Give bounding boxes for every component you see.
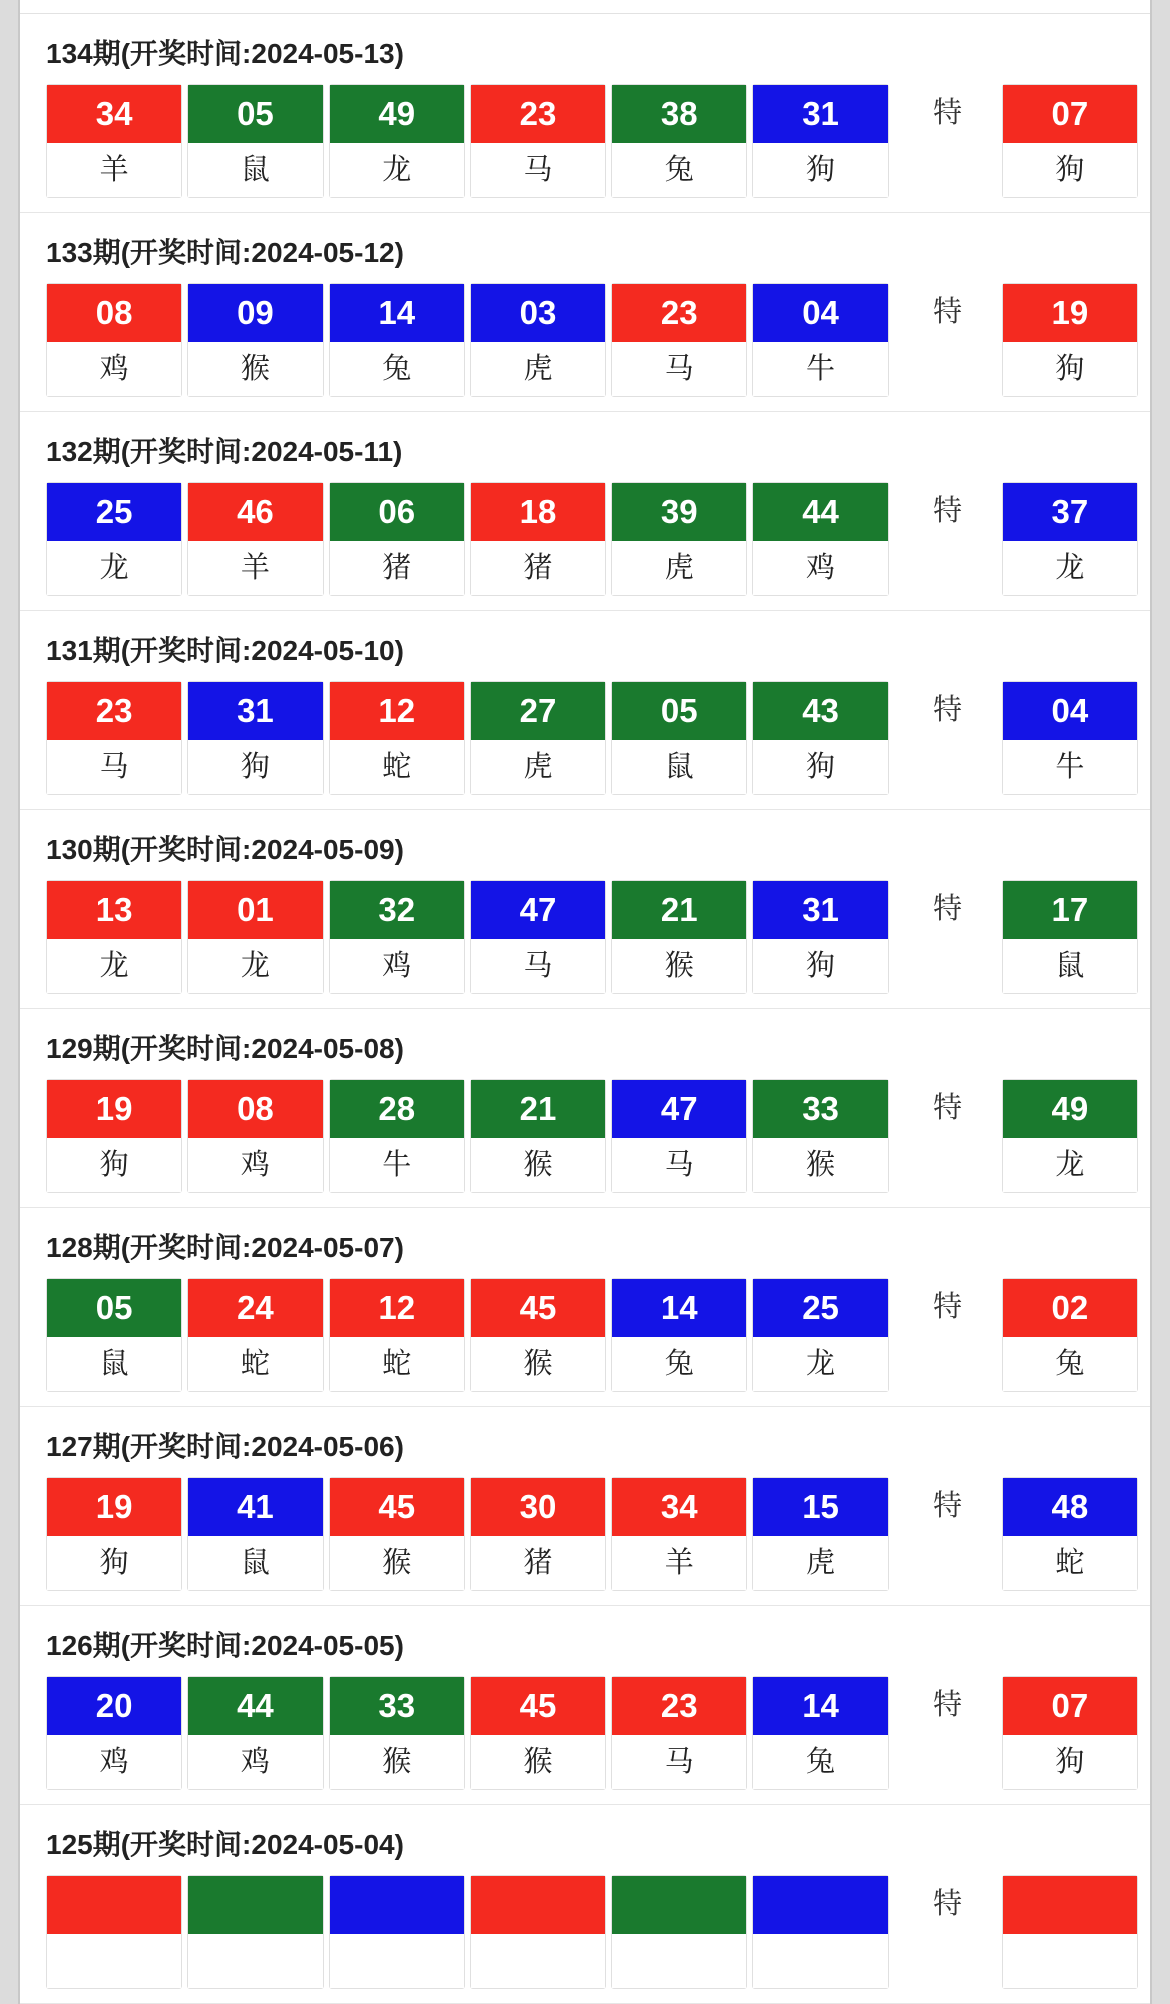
ball-number: 23	[612, 284, 746, 342]
lottery-ball	[46, 1079, 182, 1193]
draw-title: 128期(开奖时间:2024-05-07)	[46, 1232, 404, 1263]
ball-zodiac	[330, 1934, 464, 1988]
ball-zodiac: 马	[471, 143, 605, 197]
top-spacer	[20, 0, 1150, 14]
ball-number: 32	[330, 881, 464, 939]
special-ball-number: 49	[1003, 1080, 1137, 1138]
lottery-ball	[470, 681, 606, 795]
ball-zodiac: 龙	[330, 143, 464, 197]
lottery-ball	[187, 681, 323, 795]
ball-number: 08	[47, 284, 181, 342]
lottery-ball	[46, 1278, 182, 1392]
ball-number: 31	[753, 881, 887, 939]
special-label: 特	[933, 1490, 963, 1522]
ball-zodiac: 虎	[612, 541, 746, 595]
special-ball	[1002, 681, 1138, 795]
ball-number: 12	[330, 682, 464, 740]
lottery-ball	[611, 482, 747, 596]
ball-number: 04	[753, 284, 887, 342]
ball-number: 14	[612, 1279, 746, 1337]
lottery-ball	[187, 1875, 323, 1989]
special-label: 特	[933, 97, 963, 129]
lottery-ball	[329, 681, 465, 795]
ball-zodiac: 猴	[471, 1138, 605, 1192]
ball-zodiac: 鸡	[753, 541, 887, 595]
ball-zodiac: 猴	[330, 1735, 464, 1789]
special-ball-zodiac: 龙	[1003, 1138, 1137, 1192]
ball-number: 39	[612, 483, 746, 541]
ball-number: 18	[471, 483, 605, 541]
lottery-ball	[46, 1477, 182, 1591]
lottery-ball	[329, 880, 465, 994]
lottery-ball	[470, 1278, 606, 1392]
ball-zodiac: 猪	[471, 1536, 605, 1590]
lottery-ball	[470, 1079, 606, 1193]
ball-number: 05	[612, 682, 746, 740]
ball-zodiac: 猴	[612, 939, 746, 993]
ball-number: 43	[753, 682, 887, 740]
lottery-ball	[46, 880, 182, 994]
special-ball-zodiac: 龙	[1003, 541, 1137, 595]
balls-row	[20, 1278, 1150, 1392]
ball-number: 28	[330, 1080, 464, 1138]
ball-zodiac	[753, 1934, 887, 1988]
special-ball	[1002, 1477, 1138, 1591]
special-ball	[1002, 283, 1138, 397]
ball-number	[612, 1876, 746, 1934]
balls-row	[20, 1676, 1150, 1790]
ball-number: 34	[612, 1478, 746, 1536]
special-label: 特	[933, 1888, 963, 1920]
draw-block	[20, 1805, 1150, 2004]
lottery-ball	[752, 1477, 888, 1591]
special-ball-number: 02	[1003, 1279, 1137, 1337]
ball-zodiac	[612, 1934, 746, 1988]
draw-title: 131期(开奖时间:2024-05-10)	[46, 635, 404, 666]
ball-number: 14	[330, 284, 464, 342]
ball-zodiac: 羊	[612, 1536, 746, 1590]
ball-zodiac: 蛇	[330, 740, 464, 794]
lottery-ball	[752, 1875, 888, 1989]
draw-block	[20, 213, 1150, 412]
balls-row	[20, 482, 1150, 596]
lottery-ball	[470, 482, 606, 596]
lottery-ball	[470, 880, 606, 994]
lottery-ball	[46, 1875, 182, 1989]
ball-zodiac: 虎	[753, 1536, 887, 1590]
special-label: 特	[933, 1291, 963, 1323]
special-label: 特	[933, 495, 963, 527]
special-ball	[1002, 1676, 1138, 1790]
draw-block	[20, 14, 1150, 213]
lottery-ball	[752, 880, 888, 994]
special-ball	[1002, 1079, 1138, 1193]
draw-block	[20, 412, 1150, 611]
ball-zodiac: 马	[471, 939, 605, 993]
special-ball-number: 19	[1003, 284, 1137, 342]
special-ball	[1002, 880, 1138, 994]
lottery-ball	[611, 84, 747, 198]
draw-title: 129期(开奖时间:2024-05-08)	[46, 1033, 404, 1064]
special-ball-number: 07	[1003, 85, 1137, 143]
special-ball-number: 17	[1003, 881, 1137, 939]
ball-number: 23	[471, 85, 605, 143]
ball-zodiac: 兔	[612, 1337, 746, 1391]
ball-zodiac: 猴	[471, 1337, 605, 1391]
ball-zodiac: 牛	[330, 1138, 464, 1192]
ball-zodiac: 猴	[471, 1735, 605, 1789]
ball-zodiac	[471, 1934, 605, 1988]
ball-number	[753, 1876, 887, 1934]
ball-zodiac: 狗	[188, 740, 322, 794]
lottery-ball	[752, 1676, 888, 1790]
special-ball	[1002, 1278, 1138, 1392]
lottery-ball	[611, 880, 747, 994]
draw-title: 132期(开奖时间:2024-05-11)	[46, 436, 403, 467]
ball-zodiac: 兔	[330, 342, 464, 396]
ball-number: 19	[47, 1478, 181, 1536]
ball-number: 03	[471, 284, 605, 342]
ball-number: 31	[753, 85, 887, 143]
lottery-ball	[470, 1477, 606, 1591]
ball-zodiac: 鼠	[47, 1337, 181, 1391]
ball-zodiac: 狗	[47, 1536, 181, 1590]
ball-number: 49	[330, 85, 464, 143]
lottery-ball	[611, 1079, 747, 1193]
ball-zodiac: 鼠	[188, 1536, 322, 1590]
ball-zodiac: 猪	[471, 541, 605, 595]
lottery-ball	[752, 283, 888, 397]
ball-zodiac: 龙	[188, 939, 322, 993]
ball-number	[471, 1876, 605, 1934]
special-ball-zodiac: 兔	[1003, 1337, 1137, 1391]
special-ball-zodiac: 牛	[1003, 740, 1137, 794]
special-ball-number	[1003, 1876, 1137, 1934]
lottery-ball	[329, 84, 465, 198]
special-label: 特	[933, 694, 963, 726]
special-ball-number: 07	[1003, 1677, 1137, 1735]
ball-zodiac: 猴	[330, 1536, 464, 1590]
ball-number: 33	[753, 1080, 887, 1138]
ball-number: 44	[188, 1677, 322, 1735]
ball-zodiac: 鸡	[188, 1735, 322, 1789]
special-ball-zodiac: 狗	[1003, 1735, 1137, 1789]
ball-number: 41	[188, 1478, 322, 1536]
ball-zodiac: 羊	[188, 541, 322, 595]
results-sheet	[18, 0, 1152, 2004]
ball-number: 25	[753, 1279, 887, 1337]
lottery-ball	[46, 1676, 182, 1790]
ball-number: 08	[188, 1080, 322, 1138]
ball-number: 34	[47, 85, 181, 143]
special-ball-zodiac: 蛇	[1003, 1536, 1137, 1590]
ball-number: 23	[612, 1677, 746, 1735]
special-ball-number: 37	[1003, 483, 1137, 541]
lottery-ball	[187, 1676, 323, 1790]
ball-zodiac: 马	[612, 1138, 746, 1192]
ball-number: 20	[47, 1677, 181, 1735]
ball-number: 44	[753, 483, 887, 541]
lottery-ball	[752, 1079, 888, 1193]
special-ball-zodiac: 狗	[1003, 143, 1137, 197]
balls-row	[20, 880, 1150, 994]
ball-zodiac: 鸡	[188, 1138, 322, 1192]
ball-zodiac: 鼠	[612, 740, 746, 794]
ball-zodiac: 龙	[47, 939, 181, 993]
lottery-ball	[187, 1079, 323, 1193]
ball-number: 47	[612, 1080, 746, 1138]
lottery-ball	[329, 283, 465, 397]
draw-title: 126期(开奖时间:2024-05-05)	[46, 1630, 404, 1661]
balls-row	[20, 1079, 1150, 1193]
lottery-ball	[752, 1278, 888, 1392]
ball-number: 21	[471, 1080, 605, 1138]
ball-number: 05	[188, 85, 322, 143]
lottery-ball	[187, 1477, 323, 1591]
draw-block	[20, 1009, 1150, 1208]
special-label: 特	[933, 893, 963, 925]
ball-number: 24	[188, 1279, 322, 1337]
ball-zodiac: 鸡	[330, 939, 464, 993]
special-ball-zodiac	[1003, 1934, 1137, 1988]
lottery-ball	[329, 1676, 465, 1790]
ball-number: 09	[188, 284, 322, 342]
draw-title: 133期(开奖时间:2024-05-12)	[46, 237, 404, 268]
draw-block	[20, 611, 1150, 810]
ball-zodiac: 龙	[753, 1337, 887, 1391]
ball-number: 01	[188, 881, 322, 939]
ball-number: 05	[47, 1279, 181, 1337]
special-ball	[1002, 1875, 1138, 1989]
lottery-ball	[611, 1875, 747, 1989]
lottery-ball	[187, 1278, 323, 1392]
ball-number: 33	[330, 1677, 464, 1735]
ball-zodiac: 龙	[47, 541, 181, 595]
ball-zodiac: 马	[47, 740, 181, 794]
ball-zodiac: 蛇	[330, 1337, 464, 1391]
lottery-ball	[329, 1278, 465, 1392]
special-label: 特	[933, 296, 963, 328]
draw-title: 134期(开奖时间:2024-05-13)	[46, 38, 404, 69]
ball-zodiac: 马	[612, 1735, 746, 1789]
balls-row	[20, 1477, 1150, 1591]
lottery-ball	[611, 283, 747, 397]
special-ball	[1002, 84, 1138, 198]
ball-number: 27	[471, 682, 605, 740]
lottery-ball	[752, 84, 888, 198]
lottery-ball	[611, 681, 747, 795]
ball-zodiac: 马	[612, 342, 746, 396]
ball-zodiac: 狗	[753, 143, 887, 197]
draw-title: 130期(开奖时间:2024-05-09)	[46, 834, 404, 865]
special-label: 特	[933, 1092, 963, 1124]
lottery-ball	[752, 482, 888, 596]
draw-list	[20, 14, 1150, 2004]
draw-title: 127期(开奖时间:2024-05-06)	[46, 1431, 404, 1462]
lottery-ball	[46, 283, 182, 397]
draw-block	[20, 810, 1150, 1009]
lottery-ball	[470, 1875, 606, 1989]
balls-row	[20, 1875, 1150, 1989]
lottery-ball	[329, 1875, 465, 1989]
lottery-ball	[752, 681, 888, 795]
draw-title: 125期(开奖时间:2024-05-04)	[46, 1829, 404, 1860]
draw-block	[20, 1606, 1150, 1805]
ball-number	[330, 1876, 464, 1934]
draw-block	[20, 1407, 1150, 1606]
balls-row	[20, 84, 1150, 198]
lottery-ball	[470, 283, 606, 397]
ball-number: 15	[753, 1478, 887, 1536]
ball-number: 46	[188, 483, 322, 541]
lottery-ball	[329, 1477, 465, 1591]
ball-zodiac: 猴	[188, 342, 322, 396]
ball-number: 19	[47, 1080, 181, 1138]
ball-number: 23	[47, 682, 181, 740]
special-ball-number: 48	[1003, 1478, 1137, 1536]
ball-zodiac: 鼠	[188, 143, 322, 197]
lottery-ball	[470, 84, 606, 198]
special-label: 特	[933, 1689, 963, 1721]
ball-zodiac: 蛇	[188, 1337, 322, 1391]
ball-zodiac: 虎	[471, 342, 605, 396]
ball-zodiac: 兔	[612, 143, 746, 197]
lottery-ball	[187, 283, 323, 397]
balls-row	[20, 681, 1150, 795]
balls-row	[20, 283, 1150, 397]
ball-zodiac: 牛	[753, 342, 887, 396]
ball-number: 13	[47, 881, 181, 939]
ball-number: 06	[330, 483, 464, 541]
lottery-ball	[187, 84, 323, 198]
ball-number: 14	[753, 1677, 887, 1735]
ball-zodiac: 狗	[47, 1138, 181, 1192]
ball-zodiac: 兔	[753, 1735, 887, 1789]
ball-number	[188, 1876, 322, 1934]
ball-zodiac: 鸡	[47, 342, 181, 396]
draw-block	[20, 1208, 1150, 1407]
ball-zodiac	[188, 1934, 322, 1988]
lottery-ball	[611, 1278, 747, 1392]
lottery-ball	[329, 1079, 465, 1193]
ball-zodiac: 羊	[47, 143, 181, 197]
special-ball	[1002, 482, 1138, 596]
lottery-ball	[187, 880, 323, 994]
ball-zodiac: 狗	[753, 939, 887, 993]
ball-zodiac: 猪	[330, 541, 464, 595]
lottery-ball	[46, 681, 182, 795]
ball-zodiac: 虎	[471, 740, 605, 794]
lottery-ball	[611, 1676, 747, 1790]
special-ball-number: 04	[1003, 682, 1137, 740]
ball-zodiac: 猴	[753, 1138, 887, 1192]
ball-zodiac: 鸡	[47, 1735, 181, 1789]
ball-number: 45	[471, 1677, 605, 1735]
ball-zodiac	[47, 1934, 181, 1988]
lottery-ball	[470, 1676, 606, 1790]
ball-number: 38	[612, 85, 746, 143]
ball-number: 31	[188, 682, 322, 740]
special-ball-zodiac: 鼠	[1003, 939, 1137, 993]
ball-number: 30	[471, 1478, 605, 1536]
lottery-ball	[611, 1477, 747, 1591]
ball-number: 45	[471, 1279, 605, 1337]
lottery-ball	[46, 84, 182, 198]
ball-number: 25	[47, 483, 181, 541]
ball-number	[47, 1876, 181, 1934]
ball-zodiac: 狗	[753, 740, 887, 794]
ball-number: 47	[471, 881, 605, 939]
ball-number: 45	[330, 1478, 464, 1536]
ball-number: 12	[330, 1279, 464, 1337]
lottery-ball	[329, 482, 465, 596]
ball-number: 21	[612, 881, 746, 939]
lottery-ball	[187, 482, 323, 596]
lottery-ball	[46, 482, 182, 596]
special-ball-zodiac: 狗	[1003, 342, 1137, 396]
